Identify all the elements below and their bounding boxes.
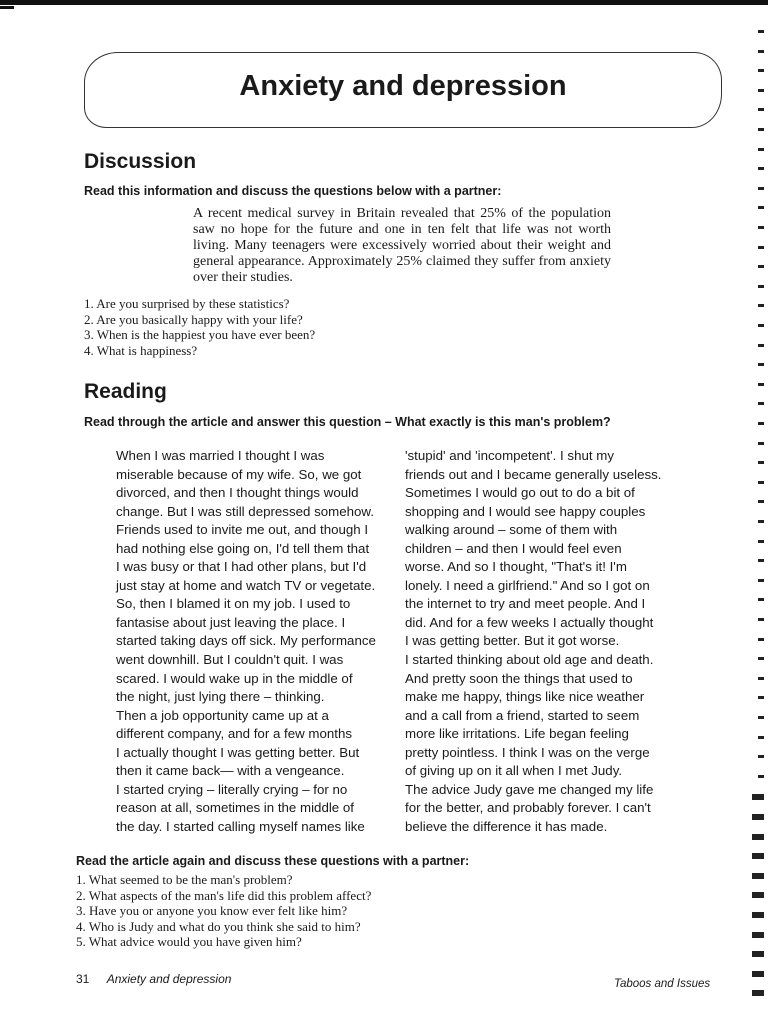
article-line: then it came back— with a vengeance.: [116, 763, 345, 779]
article-line: When I was married I thought I was: [116, 448, 325, 463]
article-column-right: [405, 447, 662, 836]
article-line: worse. And so I thought, "That's it! I'm: [405, 559, 627, 575]
reading-question: 2. What aspects of the man's life did this problem affect?: [76, 887, 372, 903]
article-line: did. And for a few weeks I actually thought: [405, 614, 654, 630]
footer-section: Anxiety and depression: [106, 972, 232, 986]
article-line: I was busy or that I had other plans, but I'd: [116, 559, 367, 575]
article-line: I started thinking about old age and death.: [405, 652, 654, 668]
article-line: pretty pointless. I think I was on the verge: [405, 744, 650, 760]
binding-mark: [758, 520, 764, 523]
article-line: fantasise about just leaving the place. I: [116, 614, 346, 630]
binding-mark: [758, 50, 764, 53]
binding-mark: [758, 324, 764, 327]
article-line: just stay at home and watch TV or vegetate.: [116, 577, 376, 593]
article-line: the internet to try and meet people. And I: [405, 596, 646, 612]
reading-heading: Reading: [84, 380, 167, 403]
binding-mark: [758, 638, 764, 641]
binding-mark: [758, 383, 764, 386]
binding-mark: [752, 971, 764, 977]
article-line: different company, and for a few months: [116, 726, 353, 742]
binding-mark: [758, 579, 764, 582]
article-line: And pretty soon the things that used to: [405, 670, 633, 686]
reading-question: 3. Have you or anyone you know ever felt like him?: [76, 903, 348, 918]
binding-mark: [758, 775, 764, 778]
discussion-heading: Discussion: [84, 150, 197, 173]
footer-left: [76, 972, 231, 986]
reading-instruction-2: Read the article again and discuss these questions with a partner:: [76, 854, 470, 868]
article-line: Friends used to invite me out, and though I: [116, 522, 369, 538]
article-line: shopping and I would see happy couples: [405, 503, 646, 519]
article-line: started taking days off sick. My performance: [116, 633, 376, 649]
article-line: children – and then I would feel even: [405, 540, 622, 556]
article-line: and a call from a friend, started to seem: [405, 707, 640, 723]
article-line: miserable because of my wife. So, we got: [116, 466, 362, 482]
reading-question: 4. Who is Judy and what do you think she said to him?: [76, 918, 361, 934]
binding-mark: [752, 951, 764, 957]
article-line: I was getting better. But it got worse.: [405, 633, 620, 649]
article-line: scared. I would wake up in the middle of: [116, 670, 353, 686]
binding-mark: [758, 402, 764, 405]
article-line: lonely. I need a girlfriend." And so I got on: [405, 577, 650, 593]
article-line: more like irritations. Life began feeling: [405, 726, 629, 742]
article-line: make me happy, things like nice weather: [405, 689, 645, 705]
binding-mark: [758, 167, 764, 170]
binding-mark: [752, 873, 764, 879]
binding-mark: [758, 226, 764, 229]
article-line: Then a job opportunity came up at a: [116, 707, 329, 723]
binding-mark: [758, 500, 764, 503]
binding-mark: [758, 363, 764, 366]
article-column-left: [116, 447, 376, 836]
article-line: of giving up on it all when I met Judy.: [405, 763, 623, 779]
article-line: had nothing else going on, I'd tell them that: [116, 540, 370, 556]
binding-mark: [758, 677, 764, 680]
article-line: divorced, and then I thought things would: [116, 485, 359, 501]
page-title: Anxiety and depression: [239, 70, 567, 102]
binding-mark: [752, 794, 764, 800]
article-line: for the better, and probably forever. I can't: [405, 800, 651, 816]
page-number: 31: [76, 972, 90, 986]
reading-question: 1. What seemed to be the man's problem?: [76, 872, 293, 887]
article-line: believe the difference it has made.: [405, 818, 608, 834]
binding-mark: [752, 990, 764, 996]
binding-mark: [758, 422, 764, 425]
binding-mark: [752, 814, 764, 820]
binding-mark: [758, 559, 764, 562]
binding-mark: [758, 657, 764, 660]
binding-mark: [758, 148, 764, 151]
binding-mark: [758, 716, 764, 719]
binding-mark: [758, 30, 764, 33]
article-line: I started crying – literally crying – for no: [116, 781, 348, 797]
discussion-instruction: Read this information and discuss the questions below with a partner:: [84, 184, 502, 198]
discussion-question: 3. When is the happiest you have ever been?: [84, 327, 316, 342]
binding-mark: [758, 442, 764, 445]
article-line: Sometimes I would go out to do a bit of: [405, 485, 635, 501]
discussion-question: 2. Are you basically happy with your life?: [84, 311, 303, 327]
binding-mark: [752, 834, 764, 840]
binding-mark: [752, 912, 764, 918]
binding-mark: [752, 932, 764, 938]
corner-dash: [0, 6, 14, 9]
binding-mark: [758, 187, 764, 190]
binding-mark: [758, 285, 764, 288]
article-line: change. But I was still depressed somehow.: [116, 503, 374, 519]
binding-mark: [758, 108, 764, 111]
binding-mark: [758, 304, 764, 307]
binding-mark: [758, 755, 764, 758]
article-line: 'stupid' and 'incompetent'. I shut my: [405, 448, 614, 463]
binding-marks: [746, 30, 768, 1020]
binding-mark: [758, 246, 764, 249]
article-line: friends out and I became generally useless.: [405, 466, 662, 482]
article-line: The advice Judy gave me changed my life: [405, 781, 654, 797]
discussion-questions: [84, 296, 315, 358]
binding-mark: [758, 481, 764, 484]
article-line: reason at all, sometimes in the middle of: [116, 800, 354, 816]
binding-mark: [758, 265, 764, 268]
reading-question: 5. What advice would you have given him?: [76, 934, 302, 949]
binding-mark: [758, 89, 764, 92]
survey-text: A recent medical survey in Britain revealed that 25% of the population saw no hope for the future and one in ten felt that life was not worth living. Many teenagers were excessively worried about their weight and general appearance. Approximately 25% claimed they suffer from anxiety over their studies.: [193, 206, 611, 285]
reading-instruction: Read through the article and answer this question – What exactly is this man's problem?: [84, 415, 611, 429]
binding-mark: [758, 540, 764, 543]
binding-mark: [758, 461, 764, 464]
binding-mark: [758, 736, 764, 739]
footer-book-title: Taboos and Issues: [614, 978, 711, 990]
article-line: the day. I started calling myself names like: [116, 818, 365, 834]
binding-mark: [758, 344, 764, 347]
article-line: So, then I blamed it on my job. I used to: [116, 596, 351, 612]
binding-mark: [752, 892, 764, 898]
binding-mark: [758, 128, 764, 131]
binding-mark: [758, 598, 764, 601]
article-line: went downhill. But I couldn't quit. I was: [116, 652, 344, 668]
discussion-question: 1. Are you surprised by these statistics?: [84, 296, 290, 311]
article-line: walking around – some of them with: [405, 522, 618, 538]
reading-questions: [76, 872, 371, 950]
article-line: I actually thought I was getting better. But: [116, 744, 360, 760]
article-line: the night, just lying there – thinking.: [116, 689, 325, 705]
binding-mark: [758, 206, 764, 209]
binding-mark: [752, 853, 764, 859]
discussion-question: 4. What is happiness?: [84, 342, 198, 358]
binding-mark: [758, 618, 764, 621]
binding-mark: [758, 696, 764, 699]
binding-mark: [758, 69, 764, 72]
top-rule: [0, 0, 768, 5]
